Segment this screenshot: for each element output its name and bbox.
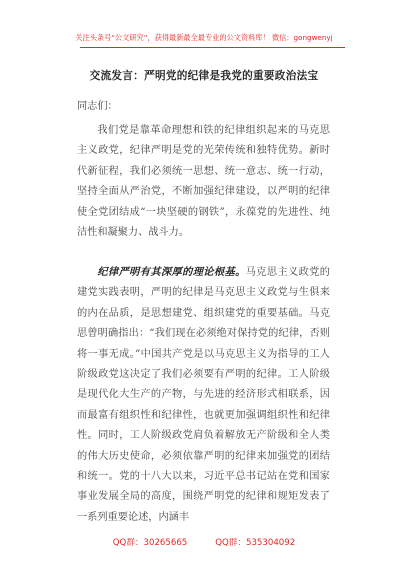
- footer-qq-group-2: QQ群：535304092: [215, 538, 296, 548]
- header-banner: 关注头条号“公文研究”，获得最新最全最专业的公文资料库！ 微信：gongwenyj: [75, 33, 333, 42]
- paragraph-1: 我们党是靠革命理想和铁的纪律组织起来的马克思主义政党，纪律严明是党的光荣传统和独特优势。新时代新征程，我们必须统一思想、统一意志、统一行动，坚持全面从严治党，不断加强纪律建设，以严明的纪律使全党团结成“一块坚硬的钢铁”，永葆党的先进性、纯洁性和凝聚力、战斗力。: [77, 125, 330, 239]
- paragraph-2-body: 马克思主义政党的建党实践表明，严明的纪律是马克思主义政党与生俱来的内在品质，是思想建党、组织建党的重要基础。马克思曾明确指出：“我们现在必须绝对保持党的纪律，否则将一事无成。”中国共产党是以马克思主义为指导的工人阶级政党这决定了我们必须要有严明的纪律。工人阶级是现代化大生产的产物，与先进的经济形式相联系，因而最富有组织性和纪律性，也就更加强调组织性和纪律性。同时，工人阶级政党肩负着解放无产阶级和全人类的伟大历史使命，必须依靠严明的纪律来加强党的团结和统一。党的十八大以来，习近平总书记站在党和国家事业发展全局的高度，围绕严明党的纪律和规矩发表了一系列重要论述，内涵丰: [77, 267, 330, 523]
- paragraph-2: [77, 262, 330, 528]
- header-divider: [80, 47, 345, 48]
- document-title: 交流发言：严明党的纪律是我党的重要政治法宝: [89, 70, 319, 82]
- paragraph-2-lead: 纪律严明有其深厚的理论根基。: [97, 266, 246, 278]
- salutation: 同志们：: [77, 101, 118, 112]
- footer-qq-group-1: QQ群：30265665: [112, 538, 188, 548]
- footer-contact: [0, 536, 408, 548]
